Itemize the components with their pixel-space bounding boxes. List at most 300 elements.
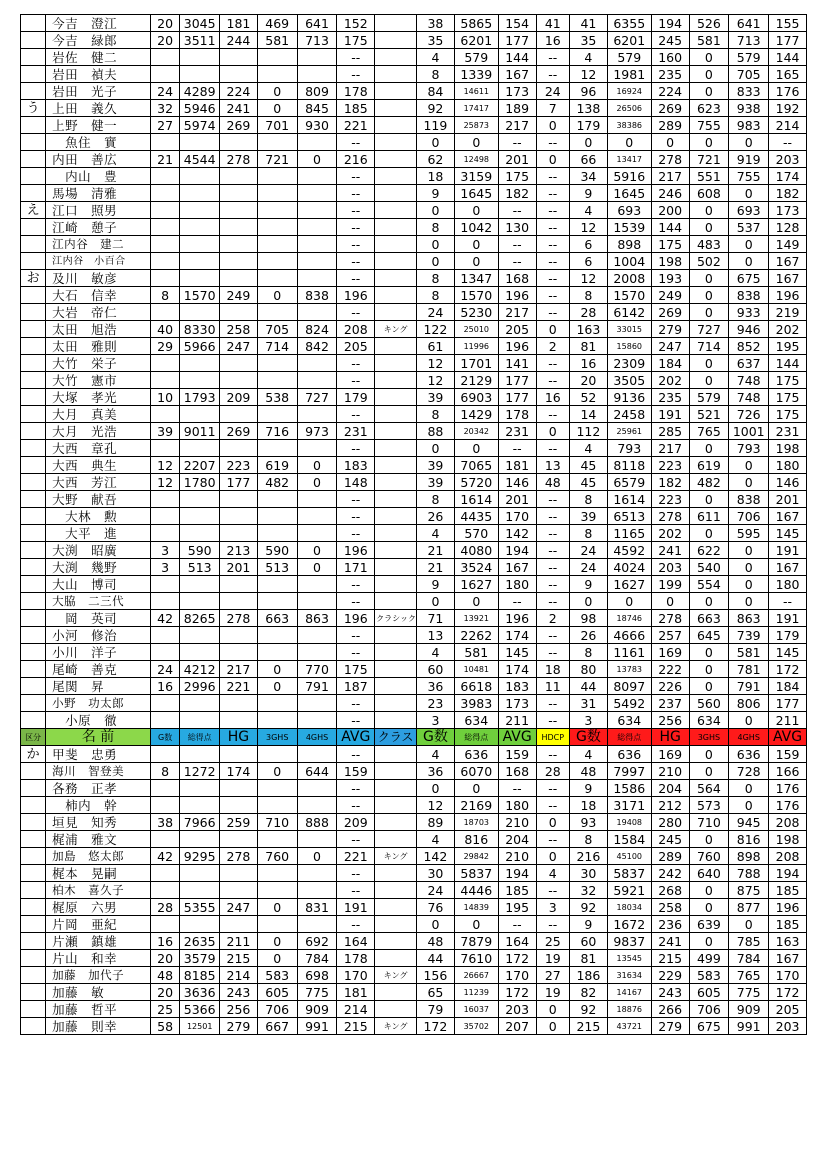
cell-g2: 61 <box>417 338 455 355</box>
cell-g2: 8 <box>417 66 455 83</box>
header-class: クラス <box>375 729 417 746</box>
cell-avg3: 198 <box>769 831 807 848</box>
cell-avg2: -- <box>498 593 536 610</box>
cell-total3: 693 <box>607 202 651 219</box>
rows-before-header <box>21 15 807 729</box>
cell-ghs4-3: 784 <box>729 950 769 967</box>
cell-hg3: 204 <box>651 780 689 797</box>
cell-total3: 4024 <box>607 559 651 576</box>
cell-ghs3-3: 573 <box>689 797 729 814</box>
cell-total3: 26506 <box>607 100 651 117</box>
cell-hg3: 245 <box>651 831 689 848</box>
cell-avg3: -- <box>769 134 807 151</box>
cell-hg1: 211 <box>220 933 258 950</box>
table-row <box>21 661 807 678</box>
cell-avg2: 178 <box>498 406 536 423</box>
table-row <box>21 151 807 168</box>
cell-avg3: 172 <box>769 661 807 678</box>
cell-g3: 0 <box>570 593 608 610</box>
table-row <box>21 372 807 389</box>
cell-hg3: 246 <box>651 185 689 202</box>
cell-name: 小野 功太郎 <box>46 695 151 712</box>
cell-ghs3-1: 0 <box>257 83 297 100</box>
cell-g2: 24 <box>417 882 455 899</box>
cell-total3: 45100 <box>607 848 651 865</box>
cell-g3: 98 <box>570 610 608 627</box>
cell-hg3: 266 <box>651 1001 689 1018</box>
cell-hdcp: -- <box>536 491 570 508</box>
cell-kubun <box>21 593 46 610</box>
cell-g3: 39 <box>570 508 608 525</box>
cell-g2: 39 <box>417 389 455 406</box>
cell-class <box>375 831 417 848</box>
cell-avg2: 172 <box>498 984 536 1001</box>
cell-total1: 4289 <box>180 83 220 100</box>
cell-ghs4-1 <box>297 406 337 423</box>
cell-avg2: 205 <box>498 321 536 338</box>
table-row <box>21 100 807 117</box>
cell-avg1: 159 <box>337 763 375 780</box>
cell-hg1: 201 <box>220 559 258 576</box>
cell-g2: 0 <box>417 593 455 610</box>
cell-ghs3-1 <box>257 168 297 185</box>
cell-kubun <box>21 797 46 814</box>
cell-total2: 1645 <box>454 185 498 202</box>
cell-g3: 216 <box>570 848 608 865</box>
cell-g1 <box>150 355 179 372</box>
cell-ghs4-3: 838 <box>729 491 769 508</box>
cell-ghs3-1 <box>257 882 297 899</box>
cell-ghs4-3: 816 <box>729 831 769 848</box>
cell-g2: 89 <box>417 814 455 831</box>
cell-g3: 34 <box>570 168 608 185</box>
cell-hdcp: -- <box>536 185 570 202</box>
cell-avg3: 167 <box>769 950 807 967</box>
cell-g1 <box>150 780 179 797</box>
cell-avg3: 175 <box>769 389 807 406</box>
cell-total2: 1347 <box>454 270 498 287</box>
cell-total2: 17417 <box>454 100 498 117</box>
header-hg1: HG <box>220 729 258 746</box>
cell-ghs4-1 <box>297 780 337 797</box>
cell-total3: 8118 <box>607 457 651 474</box>
cell-hdcp: 18 <box>536 661 570 678</box>
cell-avg3: 175 <box>769 372 807 389</box>
cell-name: 魚住 實 <box>46 134 151 151</box>
cell-g1: 58 <box>150 1018 179 1035</box>
cell-avg3: 192 <box>769 100 807 117</box>
cell-ghs3-3: 611 <box>689 508 729 525</box>
cell-g2: 12 <box>417 372 455 389</box>
cell-ghs4-1 <box>297 49 337 66</box>
cell-avg1: 148 <box>337 474 375 491</box>
cell-hg3: 144 <box>651 219 689 236</box>
cell-g1: 20 <box>150 15 179 32</box>
cell-avg2: 174 <box>498 661 536 678</box>
cell-g2: 88 <box>417 423 455 440</box>
cell-name: 内田 善広 <box>46 151 151 168</box>
cell-name: 加藤 敏 <box>46 984 151 1001</box>
cell-ghs4-3: 838 <box>729 287 769 304</box>
cell-g3: 92 <box>570 899 608 916</box>
cell-hg3: 0 <box>651 134 689 151</box>
cell-hg3: 236 <box>651 916 689 933</box>
cell-hg3: 247 <box>651 338 689 355</box>
cell-hg1: 247 <box>220 338 258 355</box>
cell-kubun <box>21 763 46 780</box>
cell-kubun <box>21 984 46 1001</box>
cell-class <box>375 797 417 814</box>
cell-kubun <box>21 287 46 304</box>
cell-class <box>375 287 417 304</box>
cell-ghs3-1: 701 <box>257 117 297 134</box>
cell-hg3: 212 <box>651 797 689 814</box>
cell-kubun <box>21 304 46 321</box>
table-row <box>21 253 807 270</box>
cell-class <box>375 542 417 559</box>
cell-hdcp: -- <box>536 304 570 321</box>
cell-ghs4-1: 727 <box>297 389 337 406</box>
cell-total3: 38386 <box>607 117 651 134</box>
cell-total2: 3524 <box>454 559 498 576</box>
cell-hdcp: -- <box>536 168 570 185</box>
cell-avg1: -- <box>337 916 375 933</box>
table-row <box>21 593 807 610</box>
cell-kubun <box>21 185 46 202</box>
cell-avg2: 170 <box>498 508 536 525</box>
cell-ghs3-3: 727 <box>689 321 729 338</box>
cell-total1 <box>180 372 220 389</box>
table-row <box>21 474 807 491</box>
cell-ghs3-1 <box>257 865 297 882</box>
cell-total3: 1627 <box>607 576 651 593</box>
cell-hg1 <box>220 66 258 83</box>
cell-ghs3-3: 0 <box>689 49 729 66</box>
cell-g3: 4 <box>570 49 608 66</box>
cell-avg2: 177 <box>498 389 536 406</box>
cell-total2: 4446 <box>454 882 498 899</box>
cell-g1: 16 <box>150 678 179 695</box>
cell-class <box>375 423 417 440</box>
cell-ghs4-1: 842 <box>297 338 337 355</box>
cell-avg2: 168 <box>498 763 536 780</box>
cell-ghs3-3: 619 <box>689 457 729 474</box>
cell-total3: 31634 <box>607 967 651 984</box>
cell-name: 大月 光浩 <box>46 423 151 440</box>
cell-g2: 8 <box>417 491 455 508</box>
cell-g1 <box>150 508 179 525</box>
cell-ghs4-3: 791 <box>729 678 769 695</box>
cell-ghs4-3: 581 <box>729 644 769 661</box>
cell-avg2: 211 <box>498 712 536 729</box>
cell-ghs4-1 <box>297 916 337 933</box>
cell-kubun <box>21 525 46 542</box>
cell-hdcp: -- <box>536 627 570 644</box>
cell-g3: 186 <box>570 967 608 984</box>
cell-hdcp: -- <box>536 644 570 661</box>
cell-g1 <box>150 168 179 185</box>
cell-g3: 215 <box>570 1018 608 1035</box>
cell-g2: 24 <box>417 304 455 321</box>
cell-ghs3-3: 623 <box>689 100 729 117</box>
cell-ghs4-1 <box>297 695 337 712</box>
cell-name: 今吉 澄江 <box>46 15 151 32</box>
cell-total1 <box>180 491 220 508</box>
cell-hg1: 181 <box>220 15 258 32</box>
cell-class <box>375 899 417 916</box>
cell-ghs4-3: 0 <box>729 474 769 491</box>
cell-kubun <box>21 814 46 831</box>
cell-class <box>375 236 417 253</box>
cell-total2: 35702 <box>454 1018 498 1035</box>
cell-total2: 570 <box>454 525 498 542</box>
cell-ghs3-3: 0 <box>689 355 729 372</box>
cell-class <box>375 355 417 372</box>
cell-avg3: 145 <box>769 525 807 542</box>
table-row <box>21 984 807 1001</box>
cell-name: 尾崎 善克 <box>46 661 151 678</box>
cell-g2: 38 <box>417 15 455 32</box>
cell-hg3: 193 <box>651 270 689 287</box>
cell-ghs4-3: 748 <box>729 389 769 406</box>
cell-total3: 13545 <box>607 950 651 967</box>
cell-ghs3-3: 0 <box>689 83 729 100</box>
cell-total1 <box>180 66 220 83</box>
cell-name: 太田 雅則 <box>46 338 151 355</box>
cell-class <box>375 117 417 134</box>
cell-g1 <box>150 270 179 287</box>
header-kubun: 区分 <box>21 729 46 746</box>
cell-avg3: 176 <box>769 797 807 814</box>
cell-avg3: 175 <box>769 406 807 423</box>
cell-ghs3-3: 760 <box>689 848 729 865</box>
cell-class <box>375 185 417 202</box>
cell-name: 太田 旭浩 <box>46 321 151 338</box>
cell-hg3: 279 <box>651 321 689 338</box>
cell-total3: 33015 <box>607 321 651 338</box>
cell-avg1: -- <box>337 202 375 219</box>
cell-ghs4-1 <box>297 304 337 321</box>
cell-ghs3-3: 583 <box>689 967 729 984</box>
cell-avg2: 182 <box>498 185 536 202</box>
cell-ghs4-3: 728 <box>729 763 769 780</box>
cell-class <box>375 253 417 270</box>
cell-hg3: 200 <box>651 202 689 219</box>
cell-g3: 60 <box>570 933 608 950</box>
cell-total3: 1161 <box>607 644 651 661</box>
cell-kubun <box>21 950 46 967</box>
cell-avg2: 145 <box>498 644 536 661</box>
score-table <box>20 14 807 1035</box>
cell-g3: 12 <box>570 219 608 236</box>
cell-avg3: 174 <box>769 168 807 185</box>
cell-hg1 <box>220 253 258 270</box>
cell-total3: 636 <box>607 746 651 763</box>
cell-g3: 8 <box>570 525 608 542</box>
cell-ghs3-3: 482 <box>689 474 729 491</box>
cell-g3: 12 <box>570 66 608 83</box>
cell-name: 江口 照男 <box>46 202 151 219</box>
table-row <box>21 304 807 321</box>
cell-ghs4-1 <box>297 440 337 457</box>
cell-hg1 <box>220 355 258 372</box>
header-total3: 総得点 <box>607 729 651 746</box>
cell-hdcp: 2 <box>536 338 570 355</box>
cell-g1: 3 <box>150 542 179 559</box>
cell-kubun <box>21 355 46 372</box>
cell-name: 加島 悠太郎 <box>46 848 151 865</box>
cell-hg1: 278 <box>220 151 258 168</box>
cell-ghs3-3: 640 <box>689 865 729 882</box>
cell-hg1: 259 <box>220 814 258 831</box>
cell-hdcp: 19 <box>536 984 570 1001</box>
cell-hg3: 169 <box>651 746 689 763</box>
cell-g2: 8 <box>417 287 455 304</box>
cell-class <box>375 576 417 593</box>
cell-ghs3-1: 667 <box>257 1018 297 1035</box>
cell-ghs3-3: 581 <box>689 32 729 49</box>
cell-hg1: 209 <box>220 389 258 406</box>
cell-g1: 12 <box>150 474 179 491</box>
cell-avg3: 159 <box>769 746 807 763</box>
cell-total2: 18703 <box>454 814 498 831</box>
cell-kubun <box>21 678 46 695</box>
cell-ghs3-1 <box>257 236 297 253</box>
cell-ghs3-1 <box>257 831 297 848</box>
cell-hdcp: -- <box>536 916 570 933</box>
cell-total3: 1614 <box>607 491 651 508</box>
cell-total3: 6201 <box>607 32 651 49</box>
table-row <box>21 185 807 202</box>
cell-ghs4-3: 0 <box>729 780 769 797</box>
cell-hg3: 268 <box>651 882 689 899</box>
cell-total3: 1004 <box>607 253 651 270</box>
cell-class: キング <box>375 321 417 338</box>
cell-total2: 3159 <box>454 168 498 185</box>
cell-total2: 0 <box>454 780 498 797</box>
table-row <box>21 168 807 185</box>
cell-total2: 0 <box>454 593 498 610</box>
cell-hg1: 278 <box>220 848 258 865</box>
cell-ghs3-1: 716 <box>257 423 297 440</box>
cell-avg2: 180 <box>498 576 536 593</box>
cell-ghs4-3: 595 <box>729 525 769 542</box>
cell-name: 垣見 知秀 <box>46 814 151 831</box>
table-row <box>21 831 807 848</box>
cell-ghs4-1 <box>297 355 337 372</box>
cell-avg1: 214 <box>337 1001 375 1018</box>
cell-hg1 <box>220 372 258 389</box>
cell-g3: 48 <box>570 763 608 780</box>
cell-total2: 6903 <box>454 389 498 406</box>
cell-avg3: 145 <box>769 644 807 661</box>
cell-total1 <box>180 406 220 423</box>
cell-ghs4-1 <box>297 712 337 729</box>
cell-total1: 2996 <box>180 678 220 695</box>
cell-name: 海川 智登美 <box>46 763 151 780</box>
cell-ghs4-1 <box>297 865 337 882</box>
cell-hg1 <box>220 916 258 933</box>
cell-total3: 6142 <box>607 304 651 321</box>
cell-total1: 8265 <box>180 610 220 627</box>
cell-avg3: 166 <box>769 763 807 780</box>
cell-kubun <box>21 83 46 100</box>
cell-hdcp: 16 <box>536 389 570 406</box>
cell-name: 大岩 帝仁 <box>46 304 151 321</box>
cell-class <box>375 304 417 321</box>
cell-hdcp: -- <box>536 831 570 848</box>
cell-hg3: 215 <box>651 950 689 967</box>
cell-ghs3-3: 605 <box>689 984 729 1001</box>
cell-hdcp: -- <box>536 253 570 270</box>
cell-total2: 13921 <box>454 610 498 627</box>
cell-ghs3-3: 0 <box>689 831 729 848</box>
table-row <box>21 219 807 236</box>
cell-ghs4-3: 0 <box>729 542 769 559</box>
cell-hg1 <box>220 576 258 593</box>
cell-total2: 0 <box>454 916 498 933</box>
cell-total2: 12498 <box>454 151 498 168</box>
cell-ghs4-3: 775 <box>729 984 769 1001</box>
cell-total1: 1570 <box>180 287 220 304</box>
cell-total1 <box>180 627 220 644</box>
cell-hdcp: 0 <box>536 814 570 831</box>
header-avg3: AVG <box>769 729 807 746</box>
cell-hg1 <box>220 627 258 644</box>
cell-kubun: お <box>21 270 46 287</box>
column-header <box>21 729 807 746</box>
cell-kubun: か <box>21 746 46 763</box>
cell-g3: 45 <box>570 457 608 474</box>
cell-total2: 579 <box>454 49 498 66</box>
cell-name: 大脇 二三代 <box>46 593 151 610</box>
cell-avg3: 155 <box>769 15 807 32</box>
cell-ghs4-3: 0 <box>729 593 769 610</box>
cell-g1 <box>150 304 179 321</box>
cell-total3: 793 <box>607 440 651 457</box>
cell-class <box>375 474 417 491</box>
cell-ghs4-1 <box>297 168 337 185</box>
cell-name: 大塚 孝光 <box>46 389 151 406</box>
cell-avg2: 172 <box>498 950 536 967</box>
cell-hg3: 285 <box>651 423 689 440</box>
cell-ghs4-3: 785 <box>729 933 769 950</box>
cell-ghs4-3: 875 <box>729 882 769 899</box>
cell-g2: 79 <box>417 1001 455 1018</box>
cell-avg2: 204 <box>498 831 536 848</box>
cell-ghs4-1: 863 <box>297 610 337 627</box>
cell-g2: 13 <box>417 627 455 644</box>
cell-total3: 43721 <box>607 1018 651 1035</box>
cell-hdcp: -- <box>536 202 570 219</box>
cell-hg1: 269 <box>220 423 258 440</box>
cell-ghs3-1: 710 <box>257 814 297 831</box>
cell-hg3: 203 <box>651 559 689 576</box>
table-row <box>21 933 807 950</box>
cell-class <box>375 746 417 763</box>
table-row <box>21 440 807 457</box>
cell-name: 馬場 清雅 <box>46 185 151 202</box>
cell-avg2: 170 <box>498 967 536 984</box>
cell-total1 <box>180 593 220 610</box>
cell-hdcp: -- <box>536 219 570 236</box>
cell-hg3: 169 <box>651 644 689 661</box>
cell-ghs4-1 <box>297 831 337 848</box>
cell-total3: 3171 <box>607 797 651 814</box>
cell-total3: 14167 <box>607 984 651 1001</box>
cell-total1 <box>180 202 220 219</box>
cell-hg1: 215 <box>220 950 258 967</box>
